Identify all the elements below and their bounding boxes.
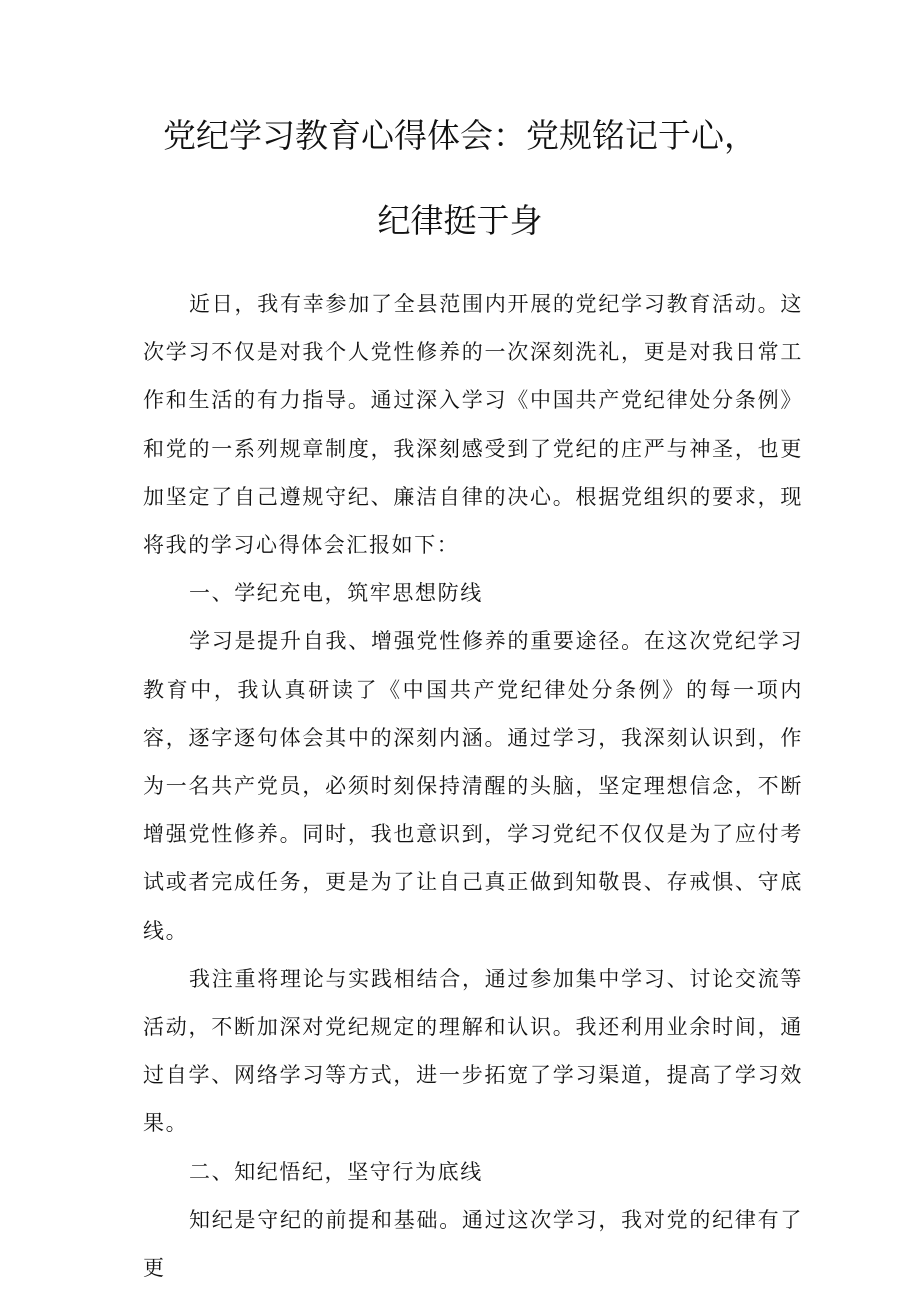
paragraph-intro: 近日，我有幸参加了全县范围内开展的党纪学习教育活动。这次学习不仅是对我个人党性修养的一次深刻洗礼，更是对我日常工作和生活的有力指导。通过深入学习《中国共产党纪律处分条例》和党的一系列规章制度，我深刻感受到了党纪的庄严与神圣，也更加坚定了自己遵规守纪、廉洁自律的决心。根据党组织的要求，现将我的学习心得体会汇报如下：	[143, 292, 803, 558]
paragraph-section-2-a: 知纪是守纪的前提和基础。通过这次学习，我对党的纪律有了更	[143, 1207, 803, 1281]
section-heading-2: 二、知纪悟纪，坚守行为底线	[189, 1159, 483, 1184]
document-body	[143, 280, 803, 1292]
paragraph-section-1-a: 学习是提升自我、增强党性修养的重要途径。在这次党纪学习教育中，我认真研读了《中国共产党纪律处分条例》的每一项内容，逐字逐句体会其中的深刻内涵。通过学习，我深刻认识到，作为一名共产党员，必须时刻保持清醒的头脑，坚定理想信念，不断增强党性修养。同时，我也意识到，学习党纪不仅仅是为了应付考试或者完成任务，更是为了让自己真正做到知敬畏、存戒惧、守底线。	[143, 629, 803, 943]
section-heading-1: 一、学纪充电，筑牢思想防线	[189, 581, 483, 606]
document-title-line-2: 纪律挺于身	[377, 201, 543, 240]
paragraph-section-1-b: 我注重将理论与实践相结合，通过参加集中学习、讨论交流等活动，不断加深对党纪规定的理解和认识。我还利用业余时间，通过自学、网络学习等方式，进一步拓宽了学习渠道，提高了学习效果。	[143, 966, 803, 1136]
document-title-line-1: 党纪学习教育心得体会：党规铭记于心，	[163, 116, 757, 155]
